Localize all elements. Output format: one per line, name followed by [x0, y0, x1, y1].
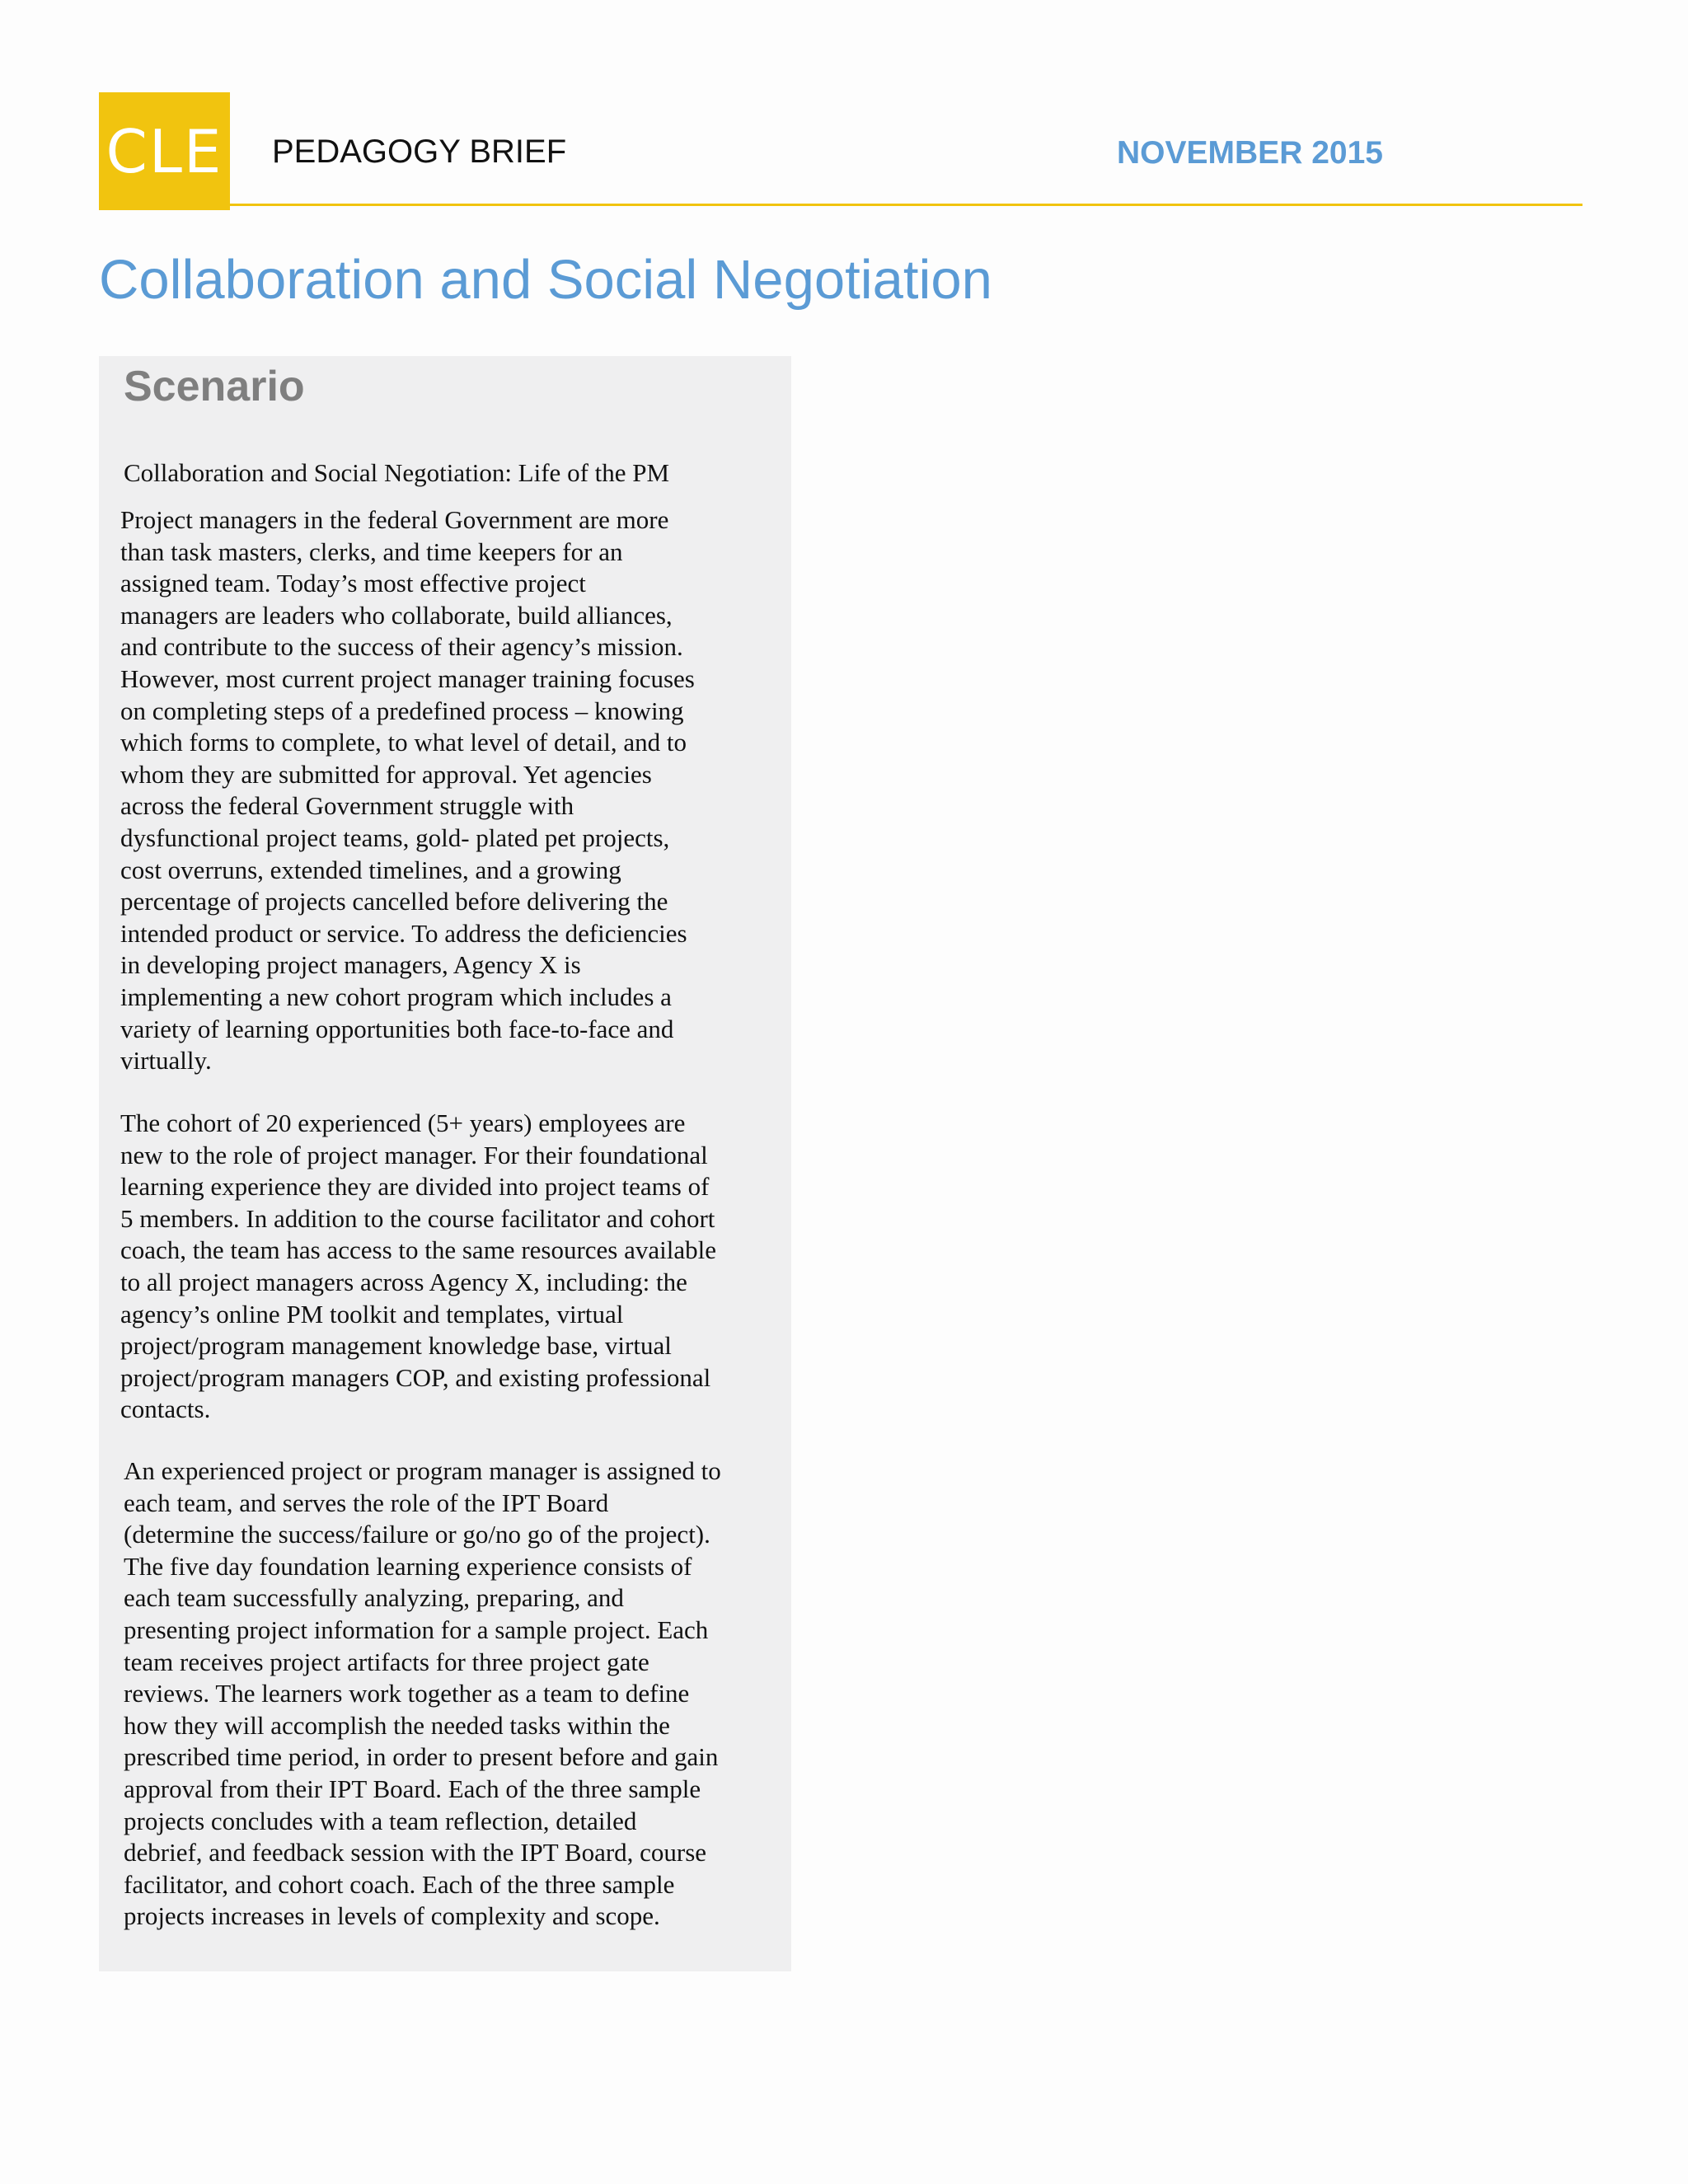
text-line: than task masters, clerks, and time keepers for an: [120, 537, 623, 566]
scenario-heading: Scenario: [124, 363, 305, 410]
text-line: Project managers in the federal Government are more: [120, 505, 669, 534]
scenario-paragraph: [120, 504, 780, 1077]
text-line: to all project managers across Agency X, including: the: [120, 1267, 687, 1296]
text-line: learning experience they are divided into project teams of: [120, 1172, 710, 1202]
text-line: each team, and serves the role of the IPT Board: [124, 1488, 609, 1517]
text-line: contacts.: [120, 1394, 211, 1424]
scenario-subtitle: Collaboration and Social Negotiation: Life of the PM: [124, 458, 670, 487]
text-line: across the federal Government struggle with: [120, 791, 574, 821]
text-line: An experienced project or program manager is assigned to: [124, 1456, 721, 1485]
text-line: variety of learning opportunities both face-to-face and: [120, 1014, 674, 1043]
text-line: The cohort of 20 experienced (5+ years) employees are: [120, 1108, 686, 1137]
text-line: (determine the success/failure or go/no go of the project).: [124, 1520, 710, 1549]
text-line: cost overruns, extended timelines, and a growing: [120, 855, 621, 884]
text-line: and contribute to the success of their agency’s mission.: [120, 632, 683, 662]
text-line: in developing project managers, Agency X is: [120, 950, 581, 980]
text-line: managers are leaders who collaborate, build alliances,: [120, 600, 673, 630]
text-line: implementing a new cohort program which includes a: [120, 982, 672, 1011]
text-line: intended product or service. To address the deficiencies: [120, 918, 687, 948]
text-line: each team successfully analyzing, preparing, and: [124, 1583, 624, 1613]
text-line: reviews. The learners work together as a team to define: [124, 1679, 690, 1708]
text-line: assigned team. Today’s most effective project: [120, 569, 586, 598]
text-line: agency’s online PM toolkit and templates, virtual: [120, 1299, 624, 1329]
header-divider: [230, 204, 1582, 206]
publication-date: NOVEMBER 2015: [1117, 135, 1383, 171]
text-line: on completing steps of a predefined process – knowing: [120, 696, 684, 725]
text-line: whom they are submitted for approval. Yet agencies: [120, 759, 652, 789]
text-line: facilitator, and cohort coach. Each of the three sample: [124, 1869, 675, 1899]
cle-logo: [99, 92, 230, 210]
text-line: how they will accomplish the needed tasks within the: [124, 1710, 670, 1740]
text-line: coach, the team has access to the same resources available: [120, 1235, 716, 1265]
text-line: new to the role of project manager. For their foundational: [120, 1140, 708, 1169]
text-line: prescribed time period, in order to present before and gain: [124, 1742, 719, 1772]
text-line: which forms to complete, to what level of detail, and to: [120, 728, 687, 757]
text-line: approval from their IPT Board. Each of the three sample: [124, 1774, 701, 1803]
text-line: virtually.: [120, 1046, 212, 1076]
text-line: However, most current project manager training focuses: [120, 663, 695, 693]
text-line: 5 members. In addition to the course facilitator and cohort: [120, 1203, 715, 1233]
text-line: dysfunctional project teams, gold- plated pet projects,: [120, 823, 670, 852]
text-line: project/program management knowledge base, virtual: [120, 1331, 672, 1361]
text-line: project/program managers COP, and existing professional: [120, 1362, 711, 1392]
text-line: projects increases in levels of complexity and scope.: [124, 1901, 660, 1931]
page-title: Collaboration and Social Negotiation: [99, 249, 992, 311]
scenario-paragraph: [120, 1108, 780, 1426]
text-line: team receives project artifacts for three project gate: [124, 1647, 649, 1676]
text-line: presenting project information for a sample project. Each: [124, 1615, 709, 1644]
text-line: percentage of projects cancelled before delivering the: [120, 887, 668, 916]
logo-text: CLE: [106, 116, 223, 186]
brief-type-label: PEDAGOGY BRIEF: [272, 134, 567, 170]
text-line: projects concludes with a team reflection, detailed: [124, 1806, 637, 1835]
scenario-paragraph: [124, 1455, 783, 1933]
text-line: The five day foundation learning experience consists of: [124, 1551, 692, 1581]
text-line: debrief, and feedback session with the IPT Board, course: [124, 1838, 707, 1868]
scenario-panel: [99, 356, 791, 1971]
